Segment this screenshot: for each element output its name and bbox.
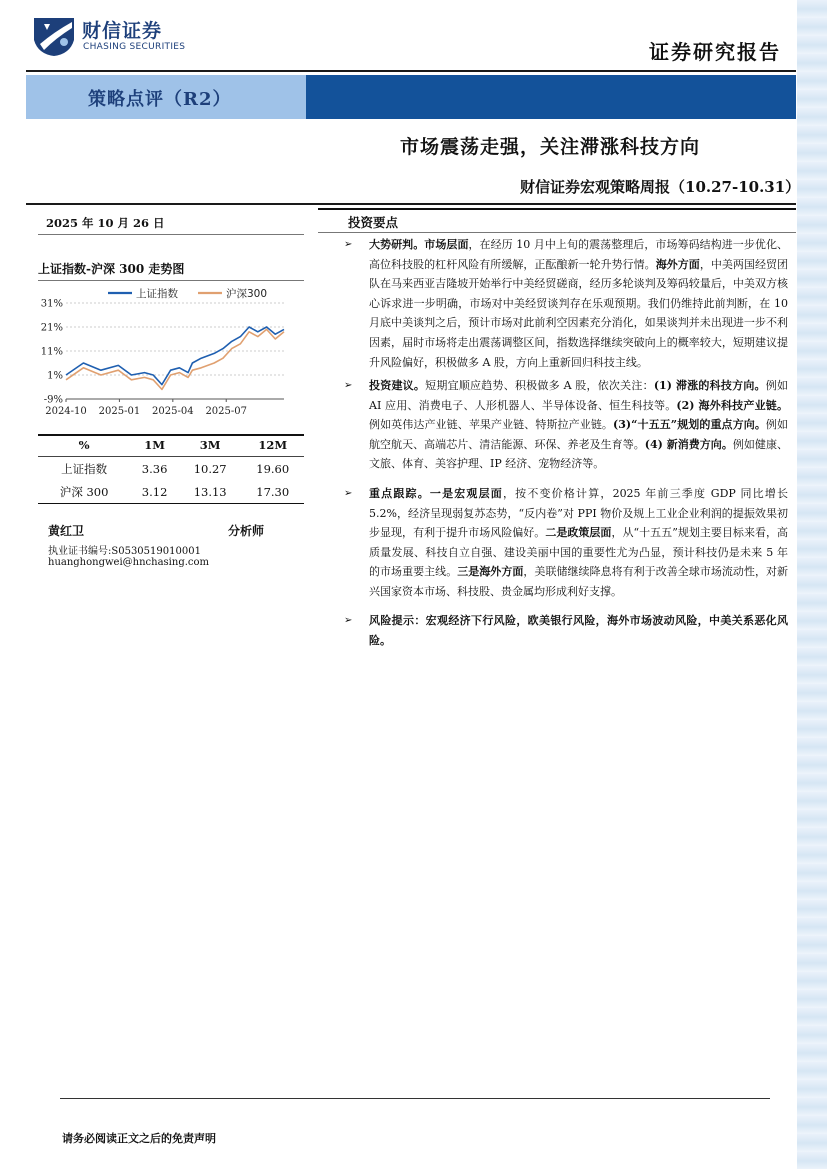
key-point-lead: 大势研判。: [369, 238, 425, 251]
key-point-subhead: 一是宏观层面: [429, 487, 503, 500]
date-divider: [38, 234, 304, 235]
arrow-bullet-icon: ➢: [344, 239, 353, 250]
analyst-name: 黄红卫: [48, 524, 85, 538]
key-point-text: [369, 611, 788, 650]
key-point-lead: 风险提示：: [369, 614, 426, 627]
legend-label: 上证指数: [136, 288, 178, 300]
key-points-title: 投资要点: [348, 215, 399, 230]
report-subtitle: 财信证券宏观策略周报（10.27-10.31）: [520, 178, 801, 196]
table-cell: 10.27: [193, 462, 227, 476]
performance-table: [38, 435, 304, 504]
key-point-subhead: 三是海外方面: [457, 565, 524, 579]
key-point-text: [369, 235, 788, 372]
key-point-text: [369, 376, 788, 474]
table-cell: 19.60: [256, 462, 290, 476]
key-point-body: 宏观经济下行风险，欧美银行风险，海外市场波动风险，中美关系恶化风险。: [369, 614, 789, 647]
arrow-bullet-icon: ➢: [344, 488, 353, 499]
analyst-email[interactable]: huanghongwei@hnchasing.com: [48, 557, 210, 568]
y-tick-label: -9%: [43, 394, 63, 406]
brand-logo-mark: [30, 12, 78, 58]
index-trend-chart-svg: [38, 288, 304, 428]
x-tick-label: 2025-04: [152, 406, 194, 417]
key-points-title-divider: [318, 232, 796, 233]
table-header-cell: 12M: [241, 435, 304, 457]
category-banner-dark: [306, 75, 796, 119]
key-point-subhead: (4) 新消费方向。: [644, 437, 733, 451]
report-date: 2025 年 10 月 26 日: [46, 216, 165, 230]
key-point-subhead: 二是政策层面: [545, 526, 612, 540]
key-point-lead: 重点跟踪。: [369, 487, 430, 500]
key-point-body: 例如英伟达产业链、苹果产业链、特斯拉产业链。: [369, 418, 614, 432]
analyst-cert-number: 执业证书编号:S0530519010001: [48, 546, 201, 557]
key-point-body: 例如健康、文旅、体育、美容护理、IP 经济、宠物经济等。: [369, 437, 788, 471]
series-line: [66, 327, 284, 385]
y-tick-label: 21%: [40, 322, 63, 334]
key-point-subhead: 海外方面: [655, 257, 700, 271]
footer-divider: [60, 1098, 770, 1099]
key-point-body: ，从“十五五”规划主要目标来看，高质量发展、科技自立自强、建设美丽中国的重要性尤为凸显，预计科技仍是未来 5 年的市场重要主线。: [369, 526, 789, 579]
key-point-subhead: (2) 海外科技产业链。: [676, 398, 788, 412]
table-cell: 沪深 300: [38, 480, 130, 504]
table-row: [38, 457, 304, 481]
arrow-bullet-icon: ➢: [344, 615, 353, 626]
legend-label: 沪深300: [226, 288, 268, 300]
table-cell: 上证指数: [61, 462, 108, 476]
y-tick-label: 31%: [40, 298, 63, 310]
disclaimer-note: 请务必阅读正文之后的免责声明: [62, 1132, 216, 1145]
x-tick-label: 2025-07: [205, 406, 248, 417]
brand-logo: [30, 12, 210, 58]
table-header-cell: %: [38, 435, 130, 457]
key-point-body: 例如 AI 应用、消费电子、人形机器人、半导体设备、恒生科技等。: [369, 379, 789, 412]
report-category: 策略点评（R2）: [88, 89, 232, 110]
key-point-body: 例如航空航天、高端芯片、清洁能源、环保、养老及生育等。: [369, 418, 789, 451]
key-point-subhead: (3)“十五五”规划的重点方向。: [613, 418, 766, 432]
key-point-subhead: (1) 滞涨的科技方向。: [653, 379, 766, 392]
analyst-role: 分析师: [228, 524, 265, 538]
arrow-bullet-icon: ➢: [344, 380, 353, 391]
decorative-side-strip: [797, 0, 827, 1169]
series-line: [66, 329, 284, 389]
chart-title: 上证指数-沪深 300 走势图: [38, 262, 185, 276]
key-point-body: ，按不变价格计算，2025 年前三季度 GDP 同比增长 5.2%，经济呈现弱复苏态势，“反内卷”对 PPI 物价及规上工业企业利润的提振效果初步显现，有利于提升市场风险偏好。: [369, 487, 789, 540]
table-cell: 13.13: [179, 480, 242, 504]
y-tick-label: 11%: [40, 346, 63, 358]
table-cell: 3.12: [130, 480, 179, 504]
brand-name-en: CHASING SECURITIES: [83, 42, 186, 52]
key-point-lead: 投资建议。: [369, 379, 426, 392]
chart-title-divider: [38, 280, 304, 281]
key-points-top-divider: [318, 208, 796, 210]
x-tick-label: 2025-01: [98, 406, 141, 417]
report-type-label: 证券研究报告: [649, 40, 781, 64]
brand-name-cn: 财信证券: [82, 20, 163, 42]
key-point-body: ，在经历 10 月中上旬的震荡整理后，市场筹码结构进一步优化、高位科技股的杠杆风险有所缓解，正酝酿新一轮升势行情。: [369, 238, 789, 271]
title-divider: [26, 203, 796, 205]
key-point-text: [369, 484, 788, 602]
key-point-body: ，美联储继续降息将有利于改善全球市场流动性，对新兴国家资本市场、科技股、贵金属均形成利好支撑。: [369, 565, 789, 598]
header-divider: [26, 70, 796, 72]
table-header-row: [38, 435, 304, 457]
index-trend-chart: [38, 288, 304, 428]
table-row: [38, 480, 304, 504]
table-cell: 3.36: [141, 462, 168, 476]
table-cell: 17.30: [241, 480, 304, 504]
x-tick-label: 2024-10: [45, 406, 87, 417]
key-point-body: 短期宜顺应趋势、积极做多 A 股，依次关注：: [425, 379, 654, 392]
key-point-subhead: 市场层面: [424, 238, 469, 251]
report-title: 市场震荡走强，关注滞涨科技方向: [400, 136, 701, 158]
table-header-cell: 1M: [130, 435, 179, 457]
key-point-body: ，中美两国经贸团队在马来西亚吉隆坡开始举行中美经贸磋商，经历多轮谈判及筹码较量后，中美双方核心诉求进一步明确，市场对中美经贸谈判存在乐观预期。我们仍维持此前判断，在 10 月底中美谈判之后，预计市场对此前利空因素充分消化，如果谈判并未出现进一步不利因素，届时市场将走出震荡调整区间，指数选择继续突破向上的概率较大，短期建议提升风险偏好，积极做多 A 股，方向上重新回归科技主线。: [369, 257, 789, 369]
table-header-cell: 3M: [179, 435, 242, 457]
y-tick-label: 1%: [47, 370, 63, 382]
